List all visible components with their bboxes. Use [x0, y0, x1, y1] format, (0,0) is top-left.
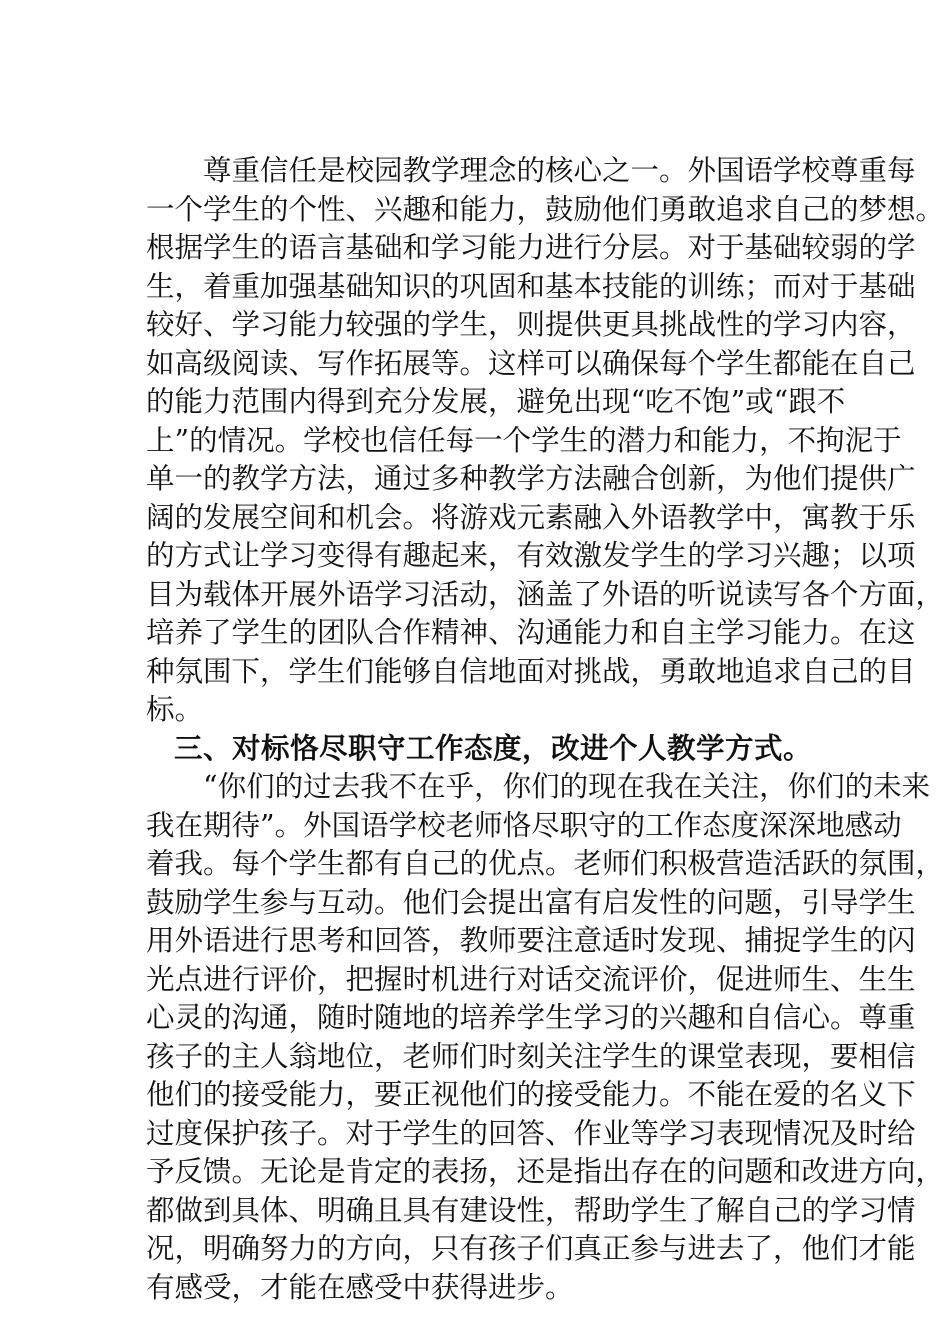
paragraph-line: 都做到具体、明确且具有建设性，帮助学生了解自己的学习情 — [146, 1193, 916, 1227]
paragraph-line: 心灵的沟通，随时随地的培养学生学习的兴趣和自信心。尊重 — [146, 1001, 916, 1034]
paragraph-line: 光点进行评价，把握时机进行对话交流评价，促进师生、生生 — [146, 962, 916, 996]
section-heading: 三、对标恪尽职守工作态度，改进个人教学方式。 — [174, 731, 813, 765]
paragraph-line: 一个学生的个性、兴趣和能力，鼓励他们勇敢追求自己的梦想。 — [146, 192, 945, 226]
paragraph-line: 尊重信任是校园教学理念的核心之一。外国语学校尊重每 — [146, 154, 916, 187]
paragraph-line: 单一的教学方法，通过多种教学方法融合创新，为他们提供广 — [146, 462, 916, 495]
paragraph-respect-trust — [146, 152, 945, 730]
paragraph-line: 我在期待”。外国语学校老师恪尽职守的工作态度深深地感动 — [146, 808, 902, 842]
document-body — [146, 152, 945, 1307]
paragraph-line: 种氛围下，学生们能够自信地面对挑战，勇敢地追求自己的目 — [146, 654, 916, 688]
paragraph-line: 过度保护孩子。对于学生的回答、作业等学习表现情况及时给 — [146, 1116, 916, 1150]
paragraph-line: 予反馈。无论是肯定的表扬，还是指出存在的问题和改进方向， — [146, 1155, 945, 1188]
paragraph-teaching-attitude — [146, 768, 945, 1307]
paragraph-line: 阔的发展空间和机会。将游戏元素融入外语教学中，寓教于乐 — [146, 500, 916, 534]
paragraph-line: 孩子的主人翁地位，老师们时刻关注学生的课堂表现，要相信 — [146, 1039, 916, 1073]
paragraph-line: 况，明确努力的方向，只有孩子们真正参与进去了，他们才能 — [146, 1232, 916, 1265]
paragraph-line: 用外语进行思考和回答，教师要注意适时发现、捕捉学生的闪 — [146, 924, 916, 957]
paragraph-line: 着我。每个学生都有自己的优点。老师们积极营造活跃的氛围， — [146, 847, 945, 880]
paragraph-line: 的能力范围内得到充分发展，避免出现“吃不饱”或“跟不 — [146, 385, 846, 418]
paragraph-line: 如高级阅读、写作拓展等。这样可以确保每个学生都能在自己 — [146, 346, 916, 380]
paragraph-line: 上”的情况。学校也信任每一个学生的潜力和能力，不拘泥于 — [146, 423, 902, 457]
paragraph-line: 目为载体开展外语学习活动，涵盖了外语的听说读写各个方面， — [146, 577, 945, 611]
paragraph-line: 标。 — [146, 693, 204, 726]
paragraph-line: 根据学生的语言基础和学习能力进行分层。对于基础较弱的学 — [146, 231, 916, 264]
paragraph-line: 他们的接受能力，要正视他们的接受能力。不能在爱的名义下 — [146, 1078, 916, 1111]
paragraph-line: 培养了学生的团队合作精神、沟通能力和自主学习能力。在这 — [146, 616, 916, 649]
paragraph-line: 较好、学习能力较强的学生，则提供更具挑战性的学习内容， — [146, 308, 916, 341]
paragraph-line: 鼓励学生参与互动。他们会提出富有启发性的问题，引导学生 — [146, 885, 916, 919]
paragraph-line: 有感受，才能在感受中获得进步。 — [146, 1270, 574, 1304]
paragraph-line: 的方式让学习变得有趣起来，有效激发学生的学习兴趣；以项 — [146, 539, 916, 572]
paragraph-line: 生，着重加强基础知识的巩固和基本技能的训练；而对于基础 — [146, 269, 916, 303]
paragraph-line: “你们的过去我不在乎，你们的现在我在关注，你们的未来 — [146, 770, 931, 803]
